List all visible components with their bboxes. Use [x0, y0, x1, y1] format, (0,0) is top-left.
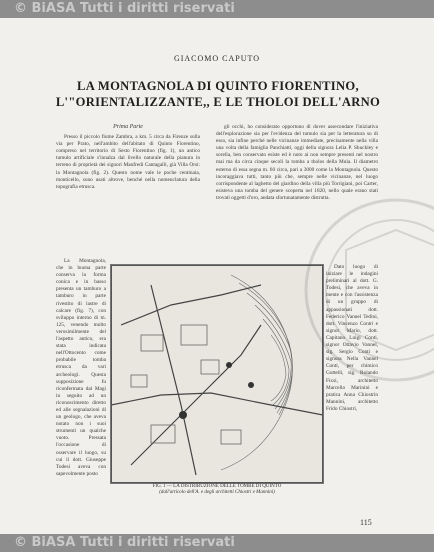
article-author: GIACOMO CAPUTO: [173, 54, 261, 63]
watermark-banner-text-bottom: © BiASA Tutti i diritti riservati: [14, 535, 235, 550]
map-illustration: [111, 265, 323, 483]
paragraph-right-narrow: Dato luogo di iniziare le indagini preliminari al dott. G. Todesi, che aveva in mente e con l'assistenza di un gruppo di appassionati dott. Federico Vannel Tedini, dott. Vincenzo Contri e signor Mario, dott. Capitano Luigi Conti, signor Ottavio Vannel, sig. Sergio Conti e signora Nella Vannel Conti, per chimico Guttelli, sig. Rolando Fixsi, architetto Marcello Marinini e pratica Anna Chiostrin Mannini, architetto Frido Chiostri,: [326, 264, 378, 412]
tomb-distribution-map: [110, 264, 324, 484]
text-column-right-top: [216, 124, 378, 262]
watermark-banner-text: © BiASA Tutti i diritti riservati: [14, 1, 235, 16]
figure-caption-credit: (dall'articolo dell'A. e degli architetti Chiostri e Mannini): [159, 490, 275, 496]
figure-caption-title: FIG. 1 — LA DISTRIBUZIONE DELLE TOMBE DI QUINTO: [152, 484, 282, 489]
paragraph-left-top: Presso il piccolo fiume Zambra, a km. 5 circa da Firenze sulla via per Prato, nell'ambito dell'abitato di Quinto Fiorentino, compreso nel territorio di Sesto Fiorentino (fig. 1), un antico tumulo artificiale s'innalza dal livello naturale della pianura in terreno di proprietà dei signori Manfredi Cantagalli, già Villa Orsi: la Montagnola (fig. 2). Questo nome vale le poche centinaia, monticello, sono usati altrove, benché nella nomenclatura della topografia etrusca.: [56, 134, 200, 190]
text-column-right-narrow: [326, 264, 378, 528]
section-heading: Prima Parte: [113, 124, 143, 130]
text-column-left-top: [56, 124, 200, 256]
article-title-line-2: L'"ORIENTALIZZANTE,, E LE THOLOI DELL'ARNO: [55, 95, 381, 109]
article-title-line-1: LA MONTAGNOLA DI QUINTO FIORENTINO,: [77, 79, 359, 93]
text-column-left-narrow: [56, 258, 106, 530]
paragraph-right-top: gli occhi, ho considerato opportuno di dover assecondare l'iniziativa dell'esplorazione sia per l'evidenza del tumulo sia per la letteratura su di esso, sia infine perché nelle vicinanze immediate, precisamente nella villa una volta della famiglia Panchiatti, oggi della signora Lelia P. Shuckley e sorella, ben conservato esiste ed è noto ai non sempre presenti nel nostro mai ma da circa cinque secoli la tomba a tholos della Mula. Il diametro esterno di essa segna m. 60 circa, pari a 3000 come la Montagnola. Questo incoraggiava tutti, tanto più che, sempre nelle vicinanze, nel luogo corrispondente al laghetto del giardino della villa più Torrigiani, poi Carter, esisteva una tomba del genere scoperta nel 1820, nello quale erano stati trovati oggetti d'oro, andata sfortunatamente distrutta.: [216, 124, 378, 201]
watermark-banner-top: [0, 0, 434, 18]
page-number: 115: [360, 518, 372, 527]
paragraph-left-narrow: La Montagnola, che in buona parte conserva la forma conica e in basso presenta un tamburo a tamburo in parte rivestito di lastre di calcare (fig. 7), con sviluppo interno di m. 125, venendo molto verosimilmente del l'aspetto antico, era stata indicata nell'Ottocento come probabile tomba etrusca da vari archeologi. Questa supposizione fu riconfermata dal Magi in seguito ad un riconoscimento diretto ed alle segnalazioni di un geologo, che aveva notato non i suoi strumenti un qualche vuoto. Pressata l'occasione di osservare il luogo, su cui il dott. Giuseppe Todesi aveva con sapevolmente posto: [56, 258, 106, 477]
figure-caption: [112, 484, 322, 497]
watermark-banner-bottom: [0, 534, 434, 552]
article-title: [30, 78, 406, 110]
